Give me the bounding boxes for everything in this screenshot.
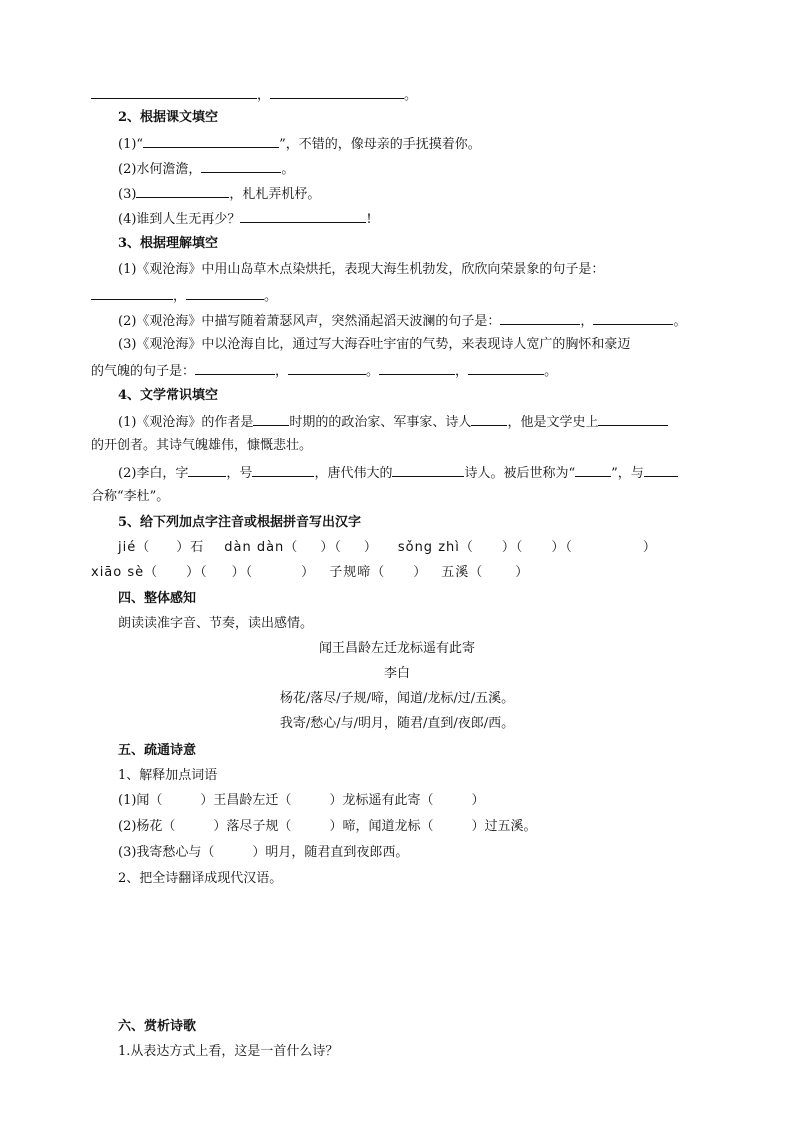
blank[interactable] — [195, 362, 275, 375]
pinyin-item: dàn dàn（ — [224, 540, 299, 555]
text: ）（ — [186, 565, 208, 580]
text: (4)谁到人生无再少？ — [118, 212, 241, 227]
poem-line-1: 杨花/落尽/子规/啼，闻道/龙标/过/五溪。 — [279, 691, 515, 706]
text: ） — [515, 565, 530, 580]
s5-explain-q2 — [118, 819, 536, 835]
s5-explain-q1 — [118, 793, 484, 809]
punct: 。 — [366, 364, 380, 379]
punct: ， — [173, 289, 187, 304]
blank[interactable] — [143, 135, 279, 148]
text: ）（ — [501, 540, 524, 555]
s3-q3-answer — [91, 362, 557, 380]
translation-answer-area[interactable] — [118, 895, 718, 1005]
text: ） — [363, 540, 378, 555]
s6-q1: 1.从表达方式上看，这是一首什么诗？ — [118, 1044, 339, 1059]
s5-explain-q3 — [118, 845, 408, 861]
blank[interactable] — [201, 160, 281, 173]
text: ）啼，闻道龙标（ — [329, 819, 434, 834]
punct: ， — [257, 88, 271, 103]
blank[interactable] — [644, 464, 678, 477]
punct: 。 — [673, 314, 687, 329]
text: (2)《观沧海》中描写随着萧瑟风声，突然涌起滔天波澜的句子是： — [118, 314, 501, 329]
top-answer-line — [91, 86, 417, 104]
section-5-heading: 5、给下列加点字注音或根据拼音写出汉字 — [118, 515, 362, 530]
s2-q3 — [118, 185, 320, 203]
blank[interactable] — [598, 413, 668, 426]
blank[interactable] — [270, 86, 404, 99]
blank[interactable] — [593, 312, 673, 325]
text: (1)“ — [118, 137, 144, 152]
text: 时期的的政治家、军事家、诗人 — [289, 415, 472, 430]
text: 。 — [281, 162, 295, 177]
section-4-heading: 4、文学常识填空 — [118, 388, 219, 403]
s3-q1: (1)《观沧海》中用山岛草木点染烘托，表现大海生机勃发，欣欣向荣景象的句子是： — [118, 262, 605, 277]
s5-sub2: 2、把全诗翻译成现代汉语。 — [118, 871, 283, 886]
text: 诗人。被后世称为“ — [464, 466, 576, 481]
text: ）王昌龄左迁（ — [200, 793, 292, 808]
punct: 。 — [544, 364, 558, 379]
text: ） — [642, 540, 657, 555]
text: (3)我寄愁心与（ — [118, 845, 215, 860]
poem-author: 李白 — [383, 666, 410, 681]
text: ）（ — [551, 540, 573, 555]
text: (1)《观沧海》的作者是 — [118, 415, 254, 430]
text: ）明月，随君直到夜郎西。 — [252, 845, 409, 860]
section-four-heading: 四、整体感知 — [118, 591, 197, 606]
section-2-heading: 2、根据课文填空 — [118, 110, 219, 125]
blank[interactable] — [91, 287, 173, 300]
reading-instruction: 朗读读准字音、节奏，读出感情。 — [118, 616, 314, 631]
text: ） — [471, 793, 485, 808]
s3-q2 — [118, 312, 686, 330]
punct: 。 — [264, 289, 278, 304]
text: ）（ — [231, 565, 254, 580]
text: ! — [366, 212, 372, 227]
punct: ， — [455, 364, 469, 379]
blank[interactable] — [252, 464, 314, 477]
text: ）龙标遥有此寄（ — [329, 793, 434, 808]
s4-q2-cont: 合称“李杜”。 — [91, 489, 170, 504]
poem-line-2: 我寄/愁心/与/明月，随君/直到/夜郎/西。 — [279, 716, 515, 731]
blank[interactable] — [136, 185, 229, 198]
text: (2)水何澹澹， — [118, 162, 202, 177]
blank[interactable] — [188, 464, 226, 477]
punct: ， — [580, 314, 594, 329]
text: 五溪（ — [441, 565, 484, 580]
text: (1)闻（ — [118, 793, 163, 808]
s3-q1-answer — [91, 287, 277, 305]
blank[interactable] — [253, 413, 289, 426]
s4-q1-cont: 的开创者。其诗气魄雄伟，慷慨悲壮。 — [91, 438, 313, 453]
section-3-heading: 3、根据理解填空 — [118, 236, 219, 251]
blank[interactable] — [379, 362, 455, 375]
s2-q2 — [118, 160, 294, 178]
s4-q1 — [118, 413, 668, 431]
section-five-heading: 五、疏通诗意 — [118, 743, 197, 758]
blank[interactable] — [471, 413, 507, 426]
s2-q1 — [118, 135, 481, 153]
text: 的气魄的句子是： — [91, 364, 196, 379]
text: ）落尽子规（ — [213, 819, 292, 834]
s5-row2 — [91, 565, 529, 581]
text: ）（ — [320, 540, 342, 555]
text: ”，不错的，像母亲的手抚摸着你。 — [279, 137, 481, 152]
text: 子规啼（ — [329, 565, 386, 580]
blank[interactable] — [500, 312, 580, 325]
blank[interactable] — [288, 362, 366, 375]
text: ） — [301, 565, 316, 580]
punct: 。 — [404, 88, 418, 103]
text: (2)杨花（ — [118, 819, 176, 834]
blank[interactable] — [240, 210, 366, 223]
poem-title: 闻王昌龄左迁龙标遥有此寄 — [318, 641, 475, 656]
text: ） — [413, 565, 428, 580]
text: ，号 — [226, 466, 253, 481]
text: ”，与 — [611, 466, 644, 481]
blank[interactable] — [91, 86, 257, 99]
s3-q3: (3)《观沧海》中以沧海自比，通过写大海吞吐宇宙的气势，来表现诗人宽广的胸怀和豪迈 — [118, 337, 631, 352]
text: ，唐代伟大的 — [314, 466, 393, 481]
section-six-heading: 六、赏析诗歌 — [118, 1019, 197, 1034]
blank[interactable] — [575, 464, 611, 477]
punct: ， — [275, 364, 289, 379]
text: ）过五溪。 — [471, 819, 537, 834]
s5-row1 — [118, 540, 657, 556]
text: ，他是文学史上 — [507, 415, 599, 430]
pinyin-item: jié（ — [118, 540, 151, 555]
blank[interactable] — [186, 287, 264, 300]
text: ，札札弄机杼。 — [229, 187, 321, 202]
text: (2)李白，字 — [118, 466, 189, 481]
s4-q2 — [118, 464, 678, 482]
text: ）石 — [176, 540, 205, 555]
pinyin-item: sǒng zhì（ — [397, 540, 474, 555]
text: (3) — [118, 187, 137, 202]
blank[interactable] — [468, 362, 544, 375]
blank[interactable] — [392, 464, 464, 477]
pinyin-item: xiāo sè（ — [91, 565, 159, 580]
s5-sub1: 1、解释加点词语 — [118, 768, 218, 783]
s2-q4 — [118, 210, 372, 228]
